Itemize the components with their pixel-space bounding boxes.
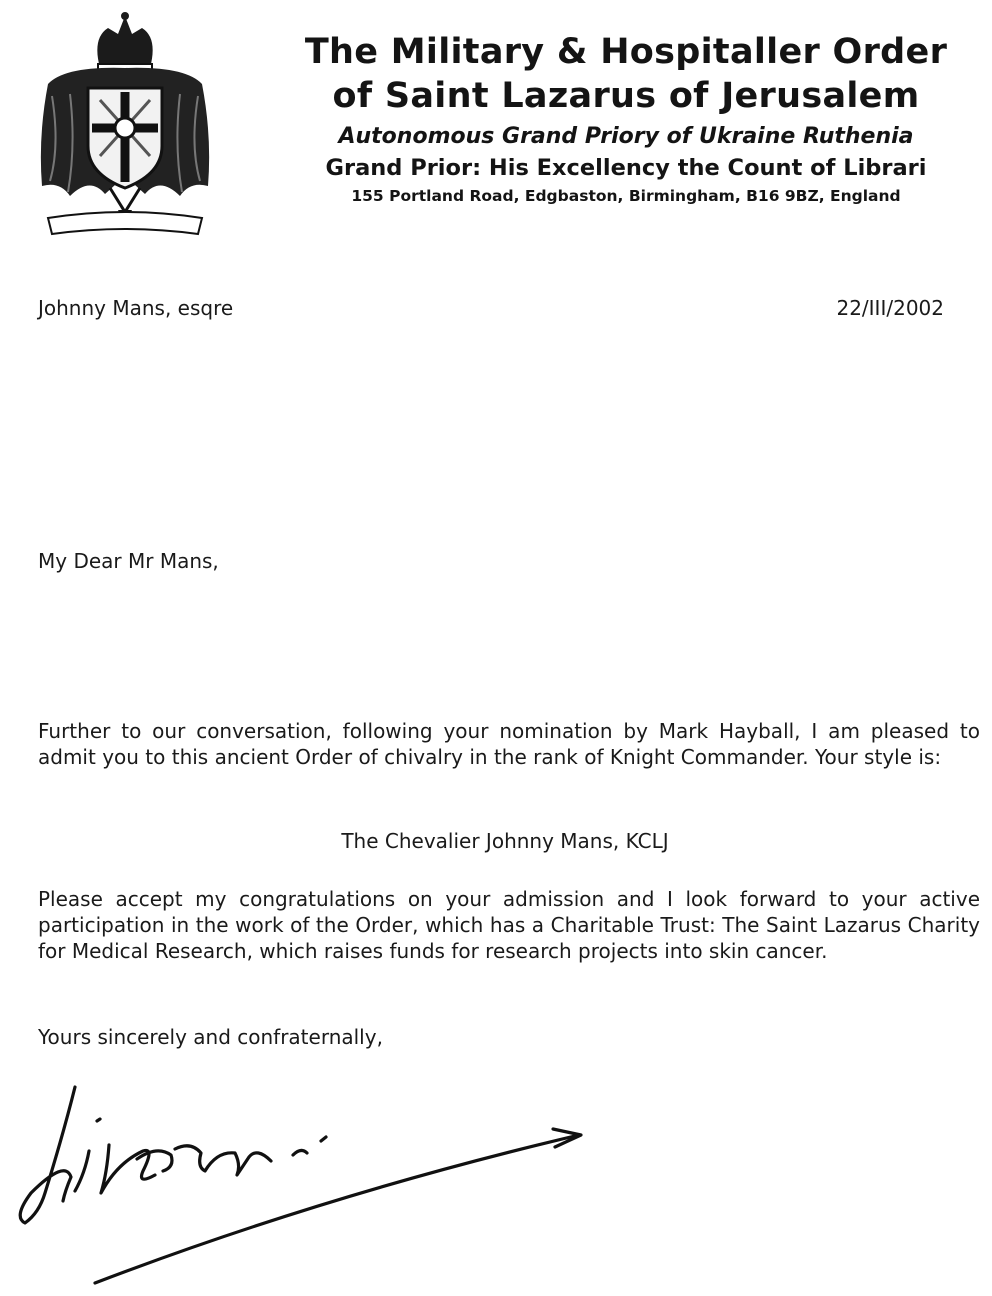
letterhead: [270, 30, 982, 208]
letter-date: 22/III/2002: [836, 296, 944, 320]
paragraph-admission: Further to our conversation, following your nomination by Mark Hayball, I am pleased to admit you to this ancient Order of chivalry in the rank of Knight Commander. Your style is:: [38, 719, 980, 769]
address-line: 155 Portland Road, Edgbaston, Birmingham, B16 9BZ, England: [351, 187, 901, 205]
handwritten-signature: [5, 1075, 605, 1296]
recipient-name: Johnny Mans, esqre: [38, 296, 234, 320]
coat-of-arms-icon: [30, 6, 220, 241]
order-title-line-2: of Saint Lazarus of Jerusalem: [332, 76, 920, 116]
salutation: My Dear Mr Mans,: [38, 549, 219, 573]
priory-subtitle: Autonomous Grand Priory of Ukraine Ruthenia: [338, 124, 914, 149]
paragraph-congratulations: Please accept my congratulations on your admission and I look forward to your active participation in the work of the Order, which has a Charitable Trust: The Saint Lazarus Charity for Medical Research, which raises funds for research projects into skin cancer.: [38, 887, 980, 963]
order-title-line-1: The Military & Hospitaller Order: [304, 32, 948, 72]
grand-prior-line: Grand Prior: His Excellency the Count of Librari: [325, 155, 927, 181]
knight-style: The Chevalier Johnny Mans, KCLJ: [341, 829, 669, 853]
closing: Yours sincerely and confraternally,: [38, 1025, 383, 1049]
